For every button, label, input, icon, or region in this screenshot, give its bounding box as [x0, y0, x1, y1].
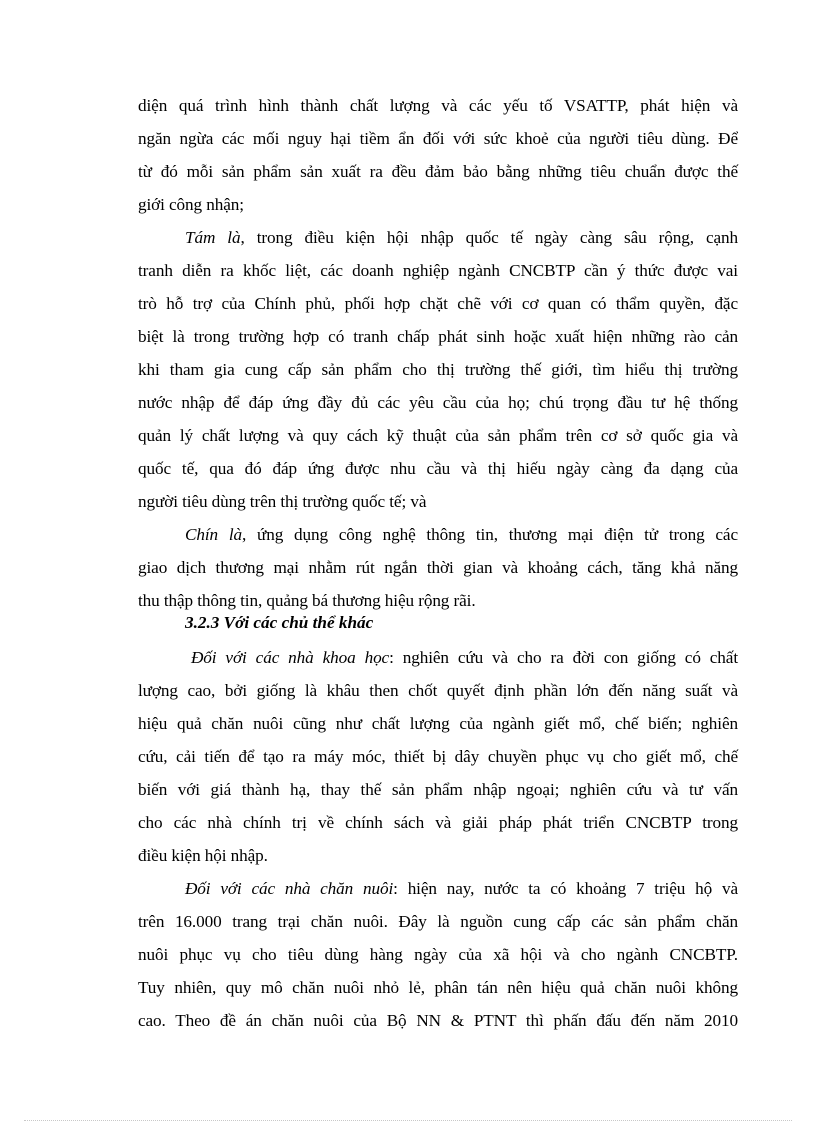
- body-line: khi tham gia cung cấp sản phẩm cho thị trường thế giới, tìm hiểu thị trường: [138, 360, 738, 379]
- body-line: nuôi phục vụ cho tiêu dùng hàng ngày của xã hội và cho ngành CNCBTP.: [138, 945, 738, 964]
- body-line: trên 16.000 trang trại chăn nuôi. Đây là nguồn cung cấp các sản phẩm chăn: [138, 912, 738, 931]
- body-line: từ đó mỗi sản phẩm sản xuất ra đều đảm bảo bằng những tiêu chuẩn được thế: [138, 162, 738, 181]
- body-line: trò hỗ trợ của Chính phủ, phối hợp chặt chẽ với cơ quan có thẩm quyền, đặc: [138, 294, 738, 313]
- body-line: cứu, cải tiến để tạo ra máy móc, thiết bị dây chuyền phục vụ cho giết mổ, chế: [138, 747, 738, 766]
- paragraph-first-line: Đối với các nhà khoa học: nghiên cứu và cho ra đời con giống có chất: [191, 648, 738, 667]
- paragraph-lead: Tám là: [185, 228, 241, 247]
- body-line: giao dịch thương mại nhằm rút ngắn thời gian và khoảng cách, tăng khả năng: [138, 558, 738, 577]
- paragraph-lead: Chín là: [185, 525, 242, 544]
- body-line: điều kiện hội nhập.: [138, 846, 268, 865]
- paragraph-lead: Đối với các nhà khoa học: [191, 648, 390, 667]
- section-heading: 3.2.3 Với các chủ thể khác: [185, 613, 374, 632]
- body-line: cho các nhà chính trị về chính sách và giải pháp phát triển CNCBTP trong: [138, 813, 738, 832]
- paragraph-first-line: Tám là, trong điều kiện hội nhập quốc tế ngày càng sâu rộng, cạnh: [185, 228, 738, 247]
- body-line: ngăn ngừa các mối nguy hại tiềm ẩn đối với sức khoẻ của người tiêu dùng. Để: [138, 129, 738, 148]
- body-line: hiệu quả chăn nuôi cũng như chất lượng của ngành giết mổ, chế biến; nghiên: [138, 714, 738, 733]
- body-line: biến với giá thành hạ, thay thế sản phẩm nhập ngoại; nghiên cứu và tư vấn: [138, 780, 738, 799]
- paragraph-lead: Đối với các nhà chăn nuôi: [185, 879, 394, 898]
- body-line: người tiêu dùng trên thị trường quốc tế; và: [138, 492, 427, 511]
- body-line: quốc tế, qua đó đáp ứng được nhu cầu và thị hiếu ngày càng đa dạng của: [138, 459, 738, 478]
- page-bottom-border: [24, 1120, 792, 1121]
- paragraph-first-line: Chín là, ứng dụng công nghệ thông tin, thương mại điện tử trong các: [185, 525, 738, 544]
- body-line: Tuy nhiên, quy mô chăn nuôi nhỏ lẻ, phân tán nên hiệu quả chăn nuôi không: [138, 978, 738, 997]
- body-line: lượng cao, bởi giống là khâu then chốt quyết định phần lớn đến năng suất và: [138, 681, 738, 700]
- body-line: diện quá trình hình thành chất lượng và các yếu tố VSATTP, phát hiện và: [138, 96, 738, 115]
- body-line: giới công nhận;: [138, 195, 244, 214]
- body-line: biệt là trong trường hợp có tranh chấp phát sinh hoặc xuất hiện những rào cản: [138, 327, 738, 346]
- body-line: quản lý chất lượng và quy cách kỹ thuật của sản phẩm trên cơ sở quốc gia và: [138, 426, 738, 445]
- body-line: cao. Theo đề án chăn nuôi của Bộ NN & PTNT thì phấn đấu đến năm 2010: [138, 1011, 738, 1030]
- body-line: nước nhập để đáp ứng đầy đủ các yêu cầu của họ; chú trọng đầu tư hệ thống: [138, 393, 738, 412]
- paragraph-first-line: Đối với các nhà chăn nuôi: hiện nay, nước ta có khoảng 7 triệu hộ và: [185, 879, 738, 898]
- body-line: thu thập thông tin, quảng bá thương hiệu rộng rãi.: [138, 591, 476, 610]
- body-line: tranh diễn ra khốc liệt, các doanh nghiệp ngành CNCBTP cần ý thức được vai: [138, 261, 738, 280]
